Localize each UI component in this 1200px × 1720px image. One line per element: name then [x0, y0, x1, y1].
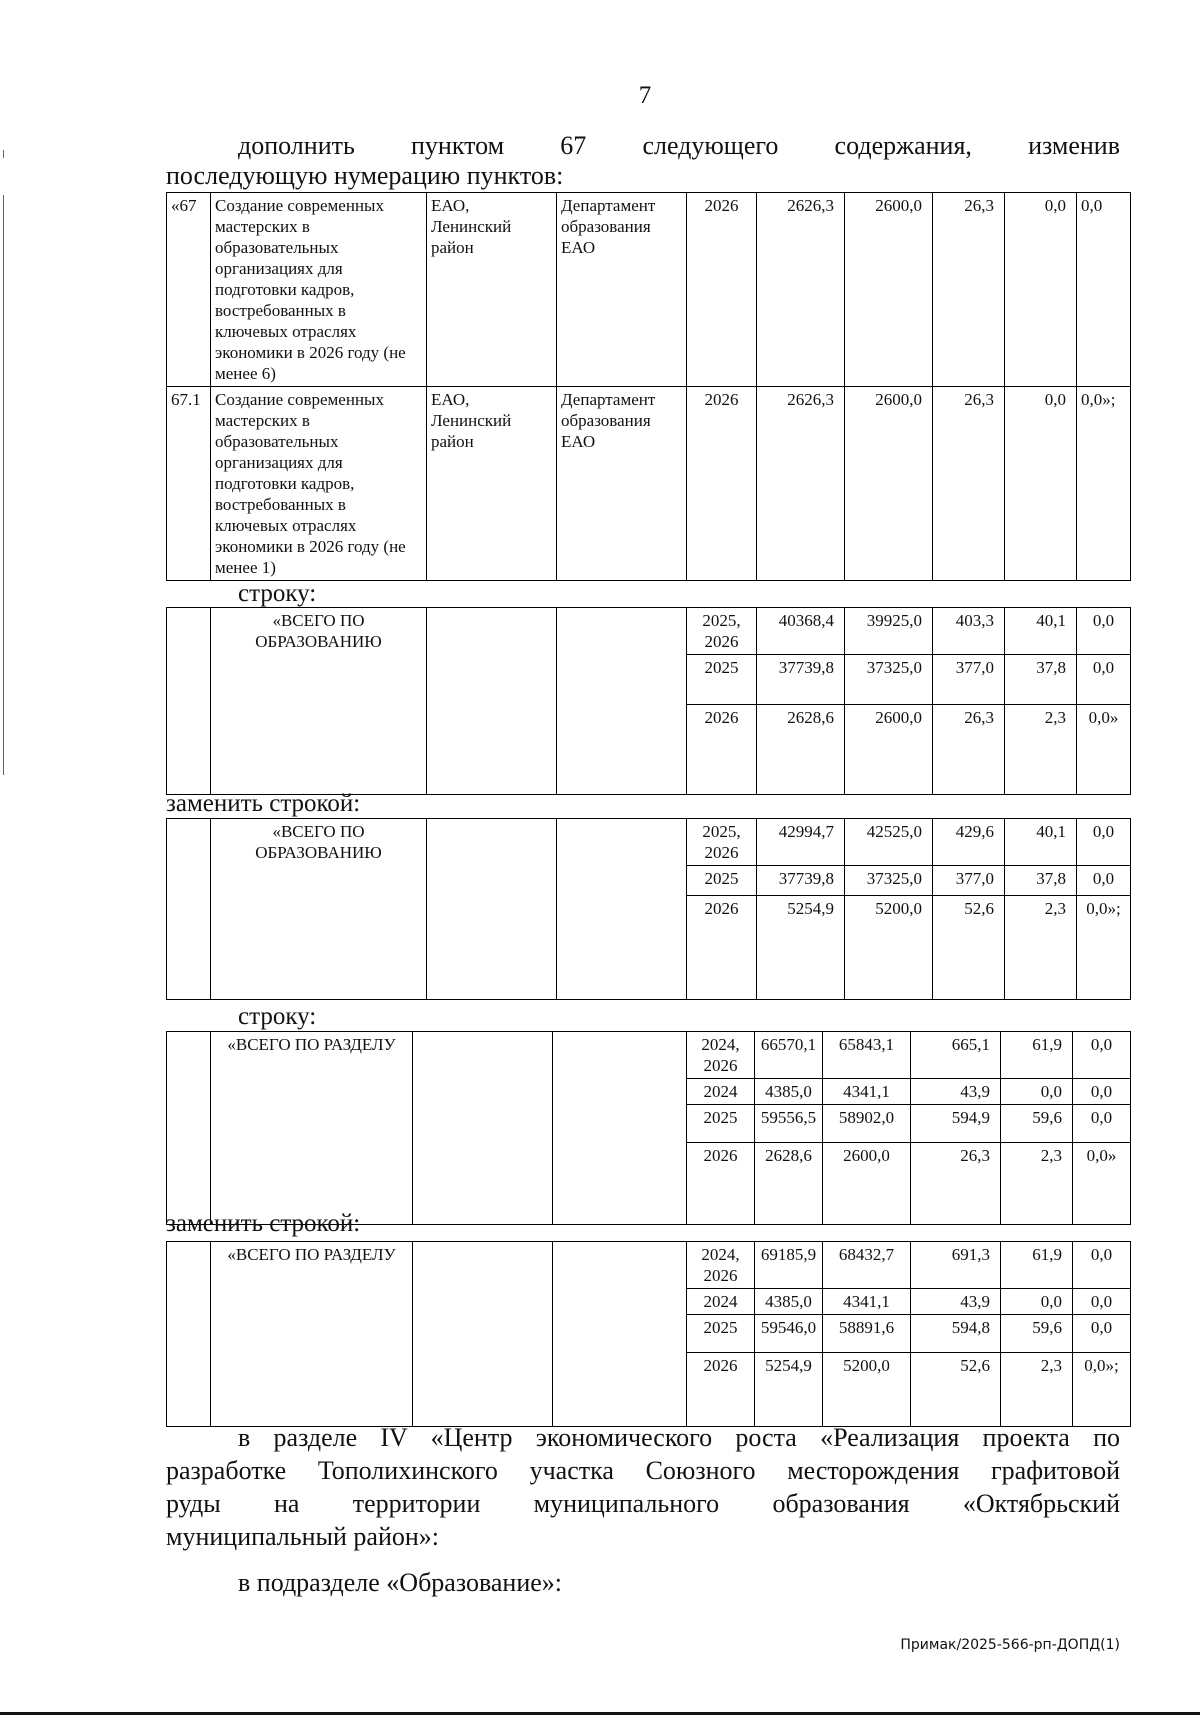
row-year: 2026: [687, 896, 757, 1000]
row-total: 59556,5: [755, 1105, 823, 1143]
row-year: 2025: [687, 1315, 755, 1353]
row-local: 59,6: [1001, 1105, 1073, 1143]
item-other: 0,0: [1077, 193, 1131, 387]
table-row: [167, 193, 1131, 387]
label-zamenit-1: заменить строкой:: [166, 790, 361, 817]
row-federal: 42525,0: [845, 819, 933, 866]
row-other: 0,0»;: [1077, 896, 1131, 1000]
row-total: 5254,9: [755, 1353, 823, 1427]
row-regional: 43,9: [911, 1289, 1001, 1315]
row-regional: 691,3: [911, 1242, 1001, 1289]
row-regional: 429,6: [933, 819, 1005, 866]
row-other: 0,0»: [1073, 1143, 1131, 1225]
item-federal: 2600,0: [845, 387, 933, 581]
row-total: 4385,0: [755, 1079, 823, 1105]
row-local: 2,3: [1001, 1143, 1073, 1225]
row-total: 4385,0: [755, 1289, 823, 1315]
row-year: 2024: [687, 1289, 755, 1315]
label-stroku-2: строку:: [238, 1003, 317, 1030]
table-row: [167, 819, 1131, 866]
blank-cell: [553, 1242, 687, 1427]
row-federal: 5200,0: [823, 1353, 911, 1427]
row-year: 2025: [687, 655, 757, 705]
row-regional: 665,1: [911, 1032, 1001, 1079]
row-year: 2025, 2026: [687, 819, 757, 866]
section-para-line-3: руды на территории муниципального образования «Октябрьский: [166, 1489, 1120, 1518]
row-other: 0,0: [1073, 1315, 1131, 1353]
items-table: [166, 192, 1131, 581]
row-year: 2025: [687, 866, 757, 896]
table-row: [167, 1032, 1131, 1079]
row-other: 0,0»;: [1073, 1353, 1131, 1427]
page-number: 7: [638, 82, 652, 109]
blank-cell: [413, 1242, 553, 1427]
row-local: 37,8: [1005, 655, 1077, 705]
total-section-new-table: [166, 1241, 1131, 1427]
item-other: 0,0»;: [1077, 387, 1131, 581]
blank-cell: [167, 608, 211, 795]
row-federal: 68432,7: [823, 1242, 911, 1289]
row-federal: 5200,0: [845, 896, 933, 1000]
blank-cell: [427, 608, 557, 795]
row-regional: 26,3: [911, 1143, 1001, 1225]
row-total: 66570,1: [755, 1032, 823, 1079]
row-year: 2025: [687, 1105, 755, 1143]
item-regional: 26,3: [933, 193, 1005, 387]
row-regional: 52,6: [911, 1353, 1001, 1427]
row-total: 5254,9: [757, 896, 845, 1000]
item-regional: 26,3: [933, 387, 1005, 581]
total-section-old-table: [166, 1031, 1131, 1225]
subsection-heading: в подразделе «Образование»:: [238, 1568, 563, 1597]
row-other: 0,0: [1073, 1105, 1131, 1143]
blank-cell: [167, 1242, 211, 1427]
item-name: Создание современных мастерских в образовательных организациях для подготовки кадров, востребованных в ключевых отраслях экономики в 2026 году (не менее 6): [211, 193, 427, 387]
row-federal: 58891,6: [823, 1315, 911, 1353]
intro-line-1: дополнить пунктом 67 следующего содержания, изменив: [238, 131, 1120, 160]
row-local: 2,3: [1005, 896, 1077, 1000]
scan-mark: [3, 195, 4, 775]
row-total: 42994,7: [757, 819, 845, 866]
row-local: 2,3: [1005, 705, 1077, 795]
row-total: 59546,0: [755, 1315, 823, 1353]
row-year: 2024: [687, 1079, 755, 1105]
item-place: ЕАО, Ленинский район: [427, 193, 557, 387]
item-federal: 2600,0: [845, 193, 933, 387]
row-year: 2025, 2026: [687, 608, 757, 655]
row-total: 2628,6: [755, 1143, 823, 1225]
item-total: 2626,3: [757, 193, 845, 387]
row-year: 2026: [687, 1143, 755, 1225]
blank-cell: [427, 819, 557, 1000]
item-total: 2626,3: [757, 387, 845, 581]
intro-line-2: последующую нумерацию пунктов:: [166, 161, 564, 190]
footer-code: Примак/2025-566-рп-ДОПД(1): [900, 1637, 1120, 1653]
row-local: 40,1: [1005, 608, 1077, 655]
row-other: 0,0: [1077, 866, 1131, 896]
row-year: 2026: [687, 1353, 755, 1427]
row-local: 37,8: [1005, 866, 1077, 896]
row-other: 0,0: [1073, 1079, 1131, 1105]
row-local: 0,0: [1001, 1289, 1073, 1315]
blank-cell: [167, 819, 211, 1000]
row-regional: 403,3: [933, 608, 1005, 655]
row-local: 40,1: [1005, 819, 1077, 866]
row-title: «ВСЕГО ПО РАЗДЕЛУ: [211, 1242, 413, 1427]
row-other: 0,0: [1077, 655, 1131, 705]
blank-cell: [553, 1032, 687, 1225]
row-federal: 58902,0: [823, 1105, 911, 1143]
item-local: 0,0: [1005, 387, 1077, 581]
row-total: 37739,8: [757, 866, 845, 896]
row-regional: 43,9: [911, 1079, 1001, 1105]
row-federal: 65843,1: [823, 1032, 911, 1079]
blank-cell: [557, 608, 687, 795]
item-number: «67: [167, 193, 211, 387]
scan-edge-line: [0, 1712, 1200, 1715]
row-federal: 2600,0: [823, 1143, 911, 1225]
row-year: 2026: [687, 705, 757, 795]
row-regional: 594,9: [911, 1105, 1001, 1143]
blank-cell: [557, 819, 687, 1000]
row-total: 37739,8: [757, 655, 845, 705]
item-number: 67.1: [167, 387, 211, 581]
row-local: 61,9: [1001, 1242, 1073, 1289]
item-year: 2026: [687, 387, 757, 581]
item-executor: Департамент образования ЕАО: [557, 193, 687, 387]
row-federal: 4341,1: [823, 1289, 911, 1315]
row-regional: 52,6: [933, 896, 1005, 1000]
row-other: 0,0: [1073, 1032, 1131, 1079]
total-education-old-table: [166, 607, 1131, 795]
row-total: 69185,9: [755, 1242, 823, 1289]
item-place: ЕАО, Ленинский район: [427, 387, 557, 581]
row-title: «ВСЕГО ПО ОБРАЗОВАНИЮ: [211, 819, 427, 1000]
row-year: 2024, 2026: [687, 1032, 755, 1079]
row-other: 0,0: [1077, 608, 1131, 655]
row-total: 40368,4: [757, 608, 845, 655]
row-local: 0,0: [1001, 1079, 1073, 1105]
total-education-new-table: [166, 818, 1131, 1000]
row-local: 59,6: [1001, 1315, 1073, 1353]
item-name: Создание современных мастерских в образовательных организациях для подготовки кадров, востребованных в ключевых отраслях экономики в 2026 году (не менее 1): [211, 387, 427, 581]
blank-cell: [413, 1032, 553, 1225]
row-local: 61,9: [1001, 1032, 1073, 1079]
item-local: 0,0: [1005, 193, 1077, 387]
row-other: 0,0: [1073, 1242, 1131, 1289]
row-federal: 37325,0: [845, 655, 933, 705]
row-regional: 26,3: [933, 705, 1005, 795]
scan-mark: [3, 150, 4, 158]
label-zamenit-2: заменить строкой:: [166, 1210, 361, 1237]
blank-cell: [167, 1032, 211, 1225]
section-para-line-1: в разделе IV «Центр экономического роста «Реализация проекта по: [238, 1423, 1120, 1452]
row-federal: 37325,0: [845, 866, 933, 896]
table-row: [167, 387, 1131, 581]
row-federal: 39925,0: [845, 608, 933, 655]
row-title: «ВСЕГО ПО РАЗДЕЛУ: [211, 1032, 413, 1225]
row-year: 2024, 2026: [687, 1242, 755, 1289]
item-year: 2026: [687, 193, 757, 387]
row-federal: 4341,1: [823, 1079, 911, 1105]
section-para-line-4: муниципальный район»:: [166, 1522, 440, 1551]
row-regional: 594,8: [911, 1315, 1001, 1353]
row-total: 2628,6: [757, 705, 845, 795]
section-para-line-2: разработке Тополихинского участка Союзного месторождения графитовой: [166, 1456, 1120, 1485]
row-other: 0,0: [1077, 819, 1131, 866]
table-row: [167, 1242, 1131, 1289]
row-regional: 377,0: [933, 866, 1005, 896]
item-executor: Департамент образования ЕАО: [557, 387, 687, 581]
row-other: 0,0»: [1077, 705, 1131, 795]
row-regional: 377,0: [933, 655, 1005, 705]
label-stroku-1: строку:: [238, 580, 317, 607]
row-title: «ВСЕГО ПО ОБРАЗОВАНИЮ: [211, 608, 427, 795]
row-federal: 2600,0: [845, 705, 933, 795]
row-local: 2,3: [1001, 1353, 1073, 1427]
table-row: [167, 608, 1131, 655]
row-other: 0,0: [1073, 1289, 1131, 1315]
